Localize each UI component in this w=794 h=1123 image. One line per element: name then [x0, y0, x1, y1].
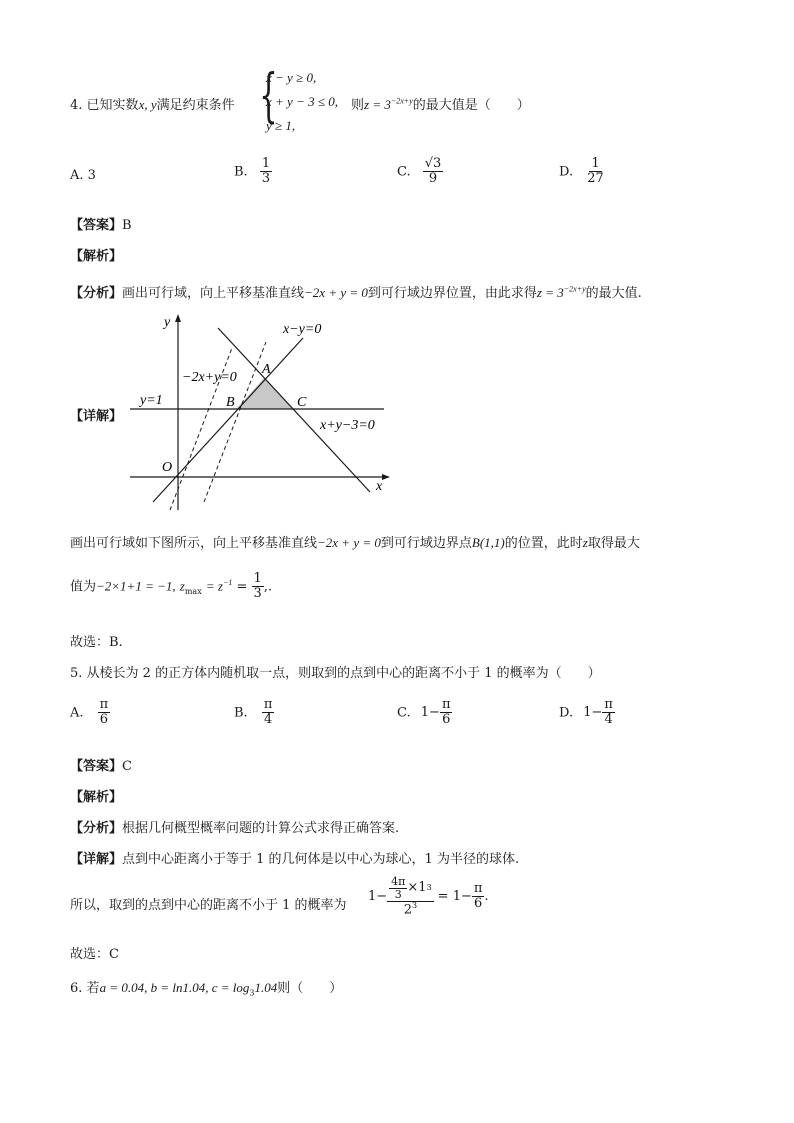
line-x-plus-y-minus-3 — [218, 328, 370, 492]
q5-so-text: 所以，取到的点到中心的距离不小于 1 的概率为 — [70, 898, 347, 913]
q4-fenxi: 【分析】画出可行域，向上平移基准直线−2x + y = 0到可行域边界位置，由此求得$z = 3^{-2x+y}$的最大值. — [70, 284, 642, 301]
x-axis-label: x — [376, 479, 383, 494]
q5-option-d: D. 1− $\frac{\pi}{4}$ — [559, 697, 613, 728]
q6-stem: 6. 若a = 0.04, b = ln1.04, $c = \log_31.04$则（ ） — [70, 980, 343, 998]
q5-stem: 5. 从棱长为 2 的正方体内随机取一点，则取到的点到中心的距离不小于 1 的概率为（ ） — [70, 666, 601, 681]
point-b-label: B — [226, 395, 235, 410]
q4-analysis-tag: 【解析】 — [70, 249, 123, 264]
q4-constraint-2: x + y − 3 ≤ 0, — [266, 94, 338, 109]
q5-option-b: B. $\frac{\pi}{4}$ — [234, 697, 273, 728]
q4-xiangjie-tag: 【详解】 — [70, 409, 123, 424]
q4-answer: 【答案】B — [70, 218, 132, 233]
q4-stem: 4. 已知实数x, y满足约束条件 — [70, 97, 235, 113]
q4-constraint-brace: { — [259, 61, 278, 129]
origin-label: O — [162, 460, 173, 475]
q5-option-c: C. 1− $\frac{\pi}{6}$ — [397, 697, 451, 728]
dashed-shifted-line — [204, 342, 266, 502]
line1-label: x−y=0 — [283, 322, 322, 337]
point-c-label: C — [297, 395, 307, 410]
q5-xiangjie: 【详解】点到中心距离小于等于 1 的几何体是以中心为球心，1 为半径的球体. — [70, 852, 520, 867]
q4-option-a: A. 3 — [70, 168, 96, 183]
q5-probability-formula: 1− $\frac{4\pi}{3}$ ×1 3 $2^3$ = 1− $\frac{\pi}{6}$ . — [368, 875, 489, 918]
y-axis-arrow — [175, 314, 181, 322]
q4-option-d: D. $\frac{1}{27}$ — [559, 156, 604, 187]
q5-choose: 故选：C — [70, 947, 119, 962]
feasible-region — [236, 378, 293, 409]
q4-choose: 故选：B. — [70, 635, 123, 650]
point-a-label: A — [262, 362, 271, 377]
q4-option-b: B. $\frac{1}{3}$ — [234, 156, 271, 187]
q5-answer: 【答案】C — [70, 759, 132, 774]
q5-option-a: A. $\frac{\pi}{6}$ — [70, 697, 109, 728]
line4-label: x+y−3=0 — [320, 418, 375, 433]
q4-stem-tail: 则$z = 3^{-2x+y}$的最大值是（ ） — [351, 96, 530, 113]
q4-detail-line2: 值为−2×1+1 = −1, $z_{max} = z^{-1}$ = $\frac{1}{3}$ ,. — [70, 571, 273, 602]
q4-option-c: C. $\frac{√3}{9}$ — [397, 156, 442, 187]
q4-detail-line1: 画出可行域如下图所示，向上平移基准直线−2x + y = 0到可行域边界点B(1,1)的位置，此时z取得最大 — [70, 535, 640, 551]
q5-fenxi: 【分析】根据几何概型概率问题的计算公式求得正确答案. — [70, 821, 400, 836]
y-axis-label: y — [164, 315, 171, 330]
q4-feasible-region-graph — [120, 306, 400, 516]
q4-constraint-1: x − y ≥ 0, — [266, 70, 317, 85]
x-axis-arrow — [382, 474, 390, 480]
q5-analysis-tag: 【解析】 — [70, 790, 123, 805]
q5-outer-fraction: $\frac{4\pi}{3}$ ×1 3 $2^3$ — [387, 876, 434, 918]
line3-label: y=1 — [140, 393, 163, 408]
q4-constraint-3: y ≥ 1, — [266, 118, 296, 133]
line2-label: −2x+y=0 — [182, 370, 237, 385]
